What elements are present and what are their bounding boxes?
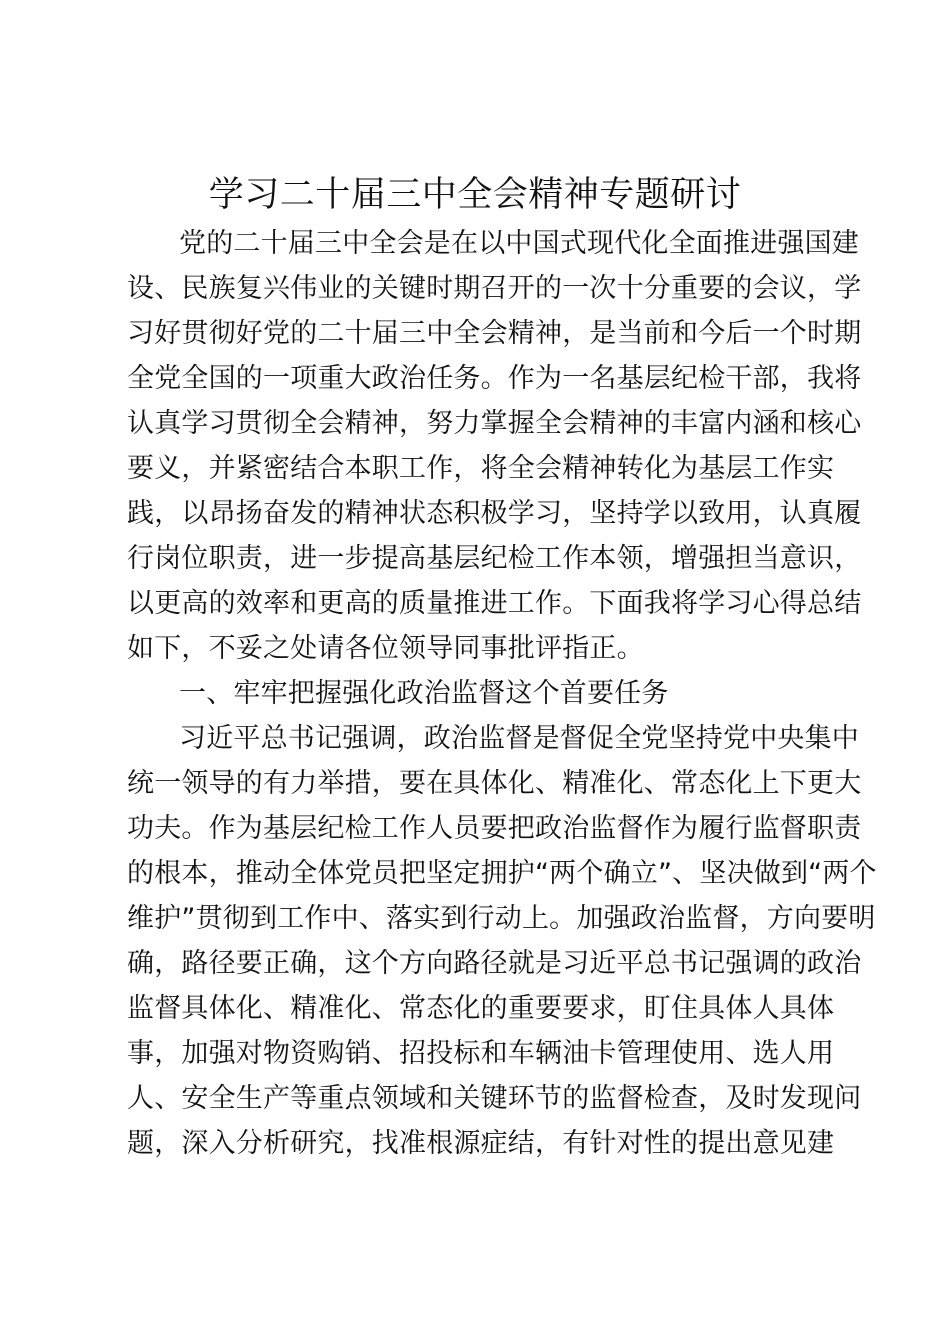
paragraph-2-line-3: 功夫。作为基层纪检工作人员要把政治监督作为履行监督职责 <box>127 813 862 844</box>
paragraph-2-line-6: 确，路径要正确，这个方向路径就是习近平总书记强调的政治 <box>127 948 862 979</box>
paragraph-1-line-9: 以更高的效率和更高的质量推进工作。下面我将学习心得总结 <box>127 588 862 619</box>
paragraph-2-line-8: 事，加强对物资购销、招投标和车辆油卡管理使用、选人用 <box>127 1038 835 1069</box>
paragraph-2-line-2: 统一领导的有力举措，要在具体化、精准化、常态化上下更大 <box>127 768 862 799</box>
paragraph-1-line-2: 设、民族复兴伟业的关键时期召开的一次十分重要的会议，学 <box>127 273 862 304</box>
paragraph-1-line-1: 党的二十届三中全会是在以中国式现代化全面推进强国建 <box>179 228 859 259</box>
paragraph-2-line-7: 监督具体化、精准化、常态化的重要要求，盯住具体人具体 <box>127 993 835 1024</box>
document-title: 学习二十届三中全会精神专题研讨 <box>208 175 742 215</box>
paragraph-1-line-6: 要义，并紧密结合本职工作，将全会精神转化为基层工作实 <box>127 453 835 484</box>
paragraph-1-line-3: 习好贯彻好党的二十届三中全会精神，是当前和今后一个时期 <box>127 318 862 349</box>
paragraph-1-line-8: 行岗位职责，进一步提高基层纪检工作本领，增强担当意识， <box>127 543 862 574</box>
paragraph-2-line-9: 人、安全生产等重点领域和关键环节的监督检查，及时发现问 <box>127 1083 862 1114</box>
paragraph-2-line-5: 维护”贯彻到工作中、落实到行动上。加强政治监督，方向要明 <box>127 903 876 934</box>
paragraph-2-line-4: 的根本，推动全体党员把坚定拥护“两个确立”、坚决做到“两个 <box>127 858 877 889</box>
paragraph-1-line-4: 全党全国的一项重大政治任务。作为一名基层纪检干部，我将 <box>127 363 862 394</box>
paragraph-1-line-7: 践，以昂扬奋发的精神状态积极学习，坚持学以致用，认真履 <box>127 498 862 529</box>
paragraph-1-line-5: 认真学习贯彻全会精神，努力掌握全会精神的丰富内涵和核心 <box>127 408 862 439</box>
paragraph-2-line-10: 题，深入分析研究，找准根源症结，有针对性的提出意见建 <box>127 1128 835 1159</box>
paragraph-1-line-10: 如下，不妥之处请各位领导同事批评指正。 <box>127 633 644 664</box>
section-heading-1: 一、牢牢把握强化政治监督这个首要任务 <box>179 678 669 709</box>
paragraph-2-line-1: 习近平总书记强调，政治监督是督促全党坚持党中央集中 <box>179 723 859 754</box>
